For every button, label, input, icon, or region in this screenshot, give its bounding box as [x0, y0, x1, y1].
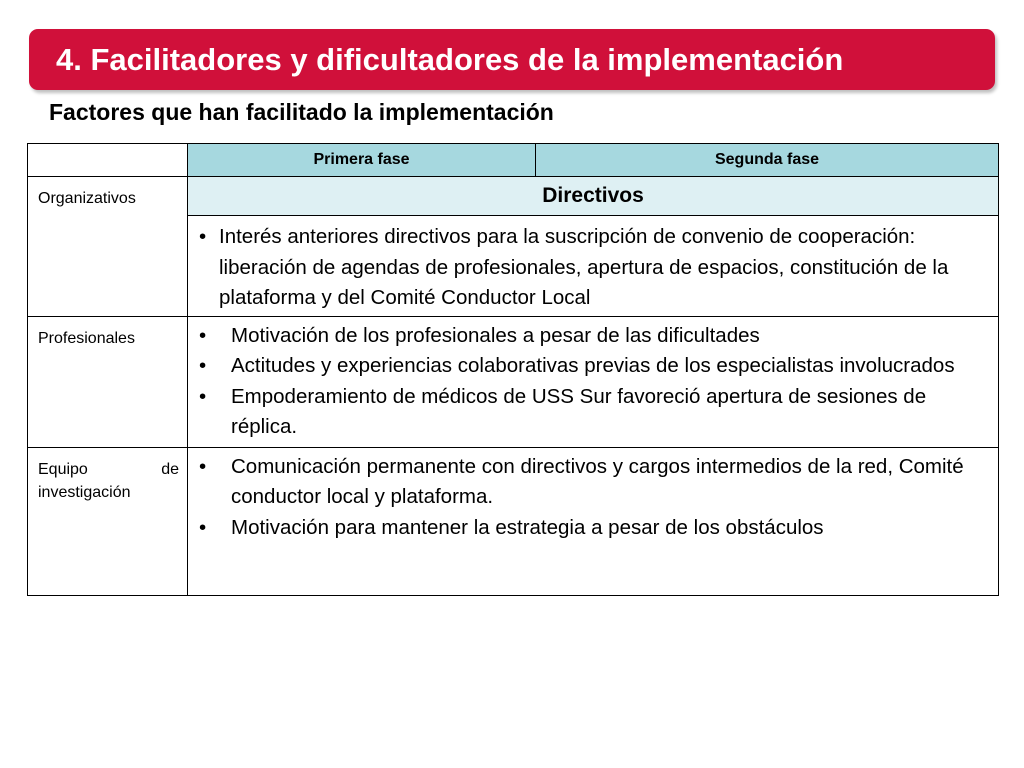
table-row: [28, 447, 999, 595]
list-item: • Interés anteriores directivos para la suscripción de convenio de cooperación: liberación de agendas de profesionales, apertura de espacios, constitución de la plataforma y del Comité Conductor Local: [199, 225, 949, 309]
row-label-equipo: Equipo de investigación: [28, 447, 188, 595]
list-item: • Empoderamiento de médicos de USS Sur favoreció apertura de sesiones de réplica.: [199, 384, 927, 438]
slide-subtitle: Factores que han facilitado la implementación: [49, 99, 554, 125]
table-row: [28, 177, 999, 216]
factors-table: [27, 143, 999, 596]
row-label-profesionales: Profesionales: [28, 316, 188, 447]
list-item: • Motivación de los profesionales a pesar de las dificultades: [199, 323, 760, 347]
profesionales-content: [188, 316, 999, 447]
header-blank-cell: [28, 144, 188, 177]
list-item: • Actitudes y experiencias colaborativas previas de los especialistas involucrados: [199, 354, 955, 377]
table-row: [28, 316, 999, 447]
title-bar: [29, 29, 995, 90]
header-segunda-fase: Segunda fase: [536, 144, 999, 177]
section-header-directivos: Directivos: [188, 177, 999, 216]
slide-title: 4. Facilitadores y dificultadores de la implementación: [56, 42, 844, 77]
list-item: • Motivación para mantener la estrategia a pesar de los obstáculos: [199, 515, 824, 539]
header-primera-fase: Primera fase: [188, 144, 536, 177]
row-label-organizativos: Organizativos: [28, 177, 188, 317]
equipo-content: [188, 447, 999, 595]
list-item: • Comunicación permanente con directivos y cargos intermedios de la red, Comité conductor local y plataforma.: [199, 454, 964, 508]
organizativos-content: [188, 216, 999, 317]
table-header-row: [28, 144, 999, 177]
